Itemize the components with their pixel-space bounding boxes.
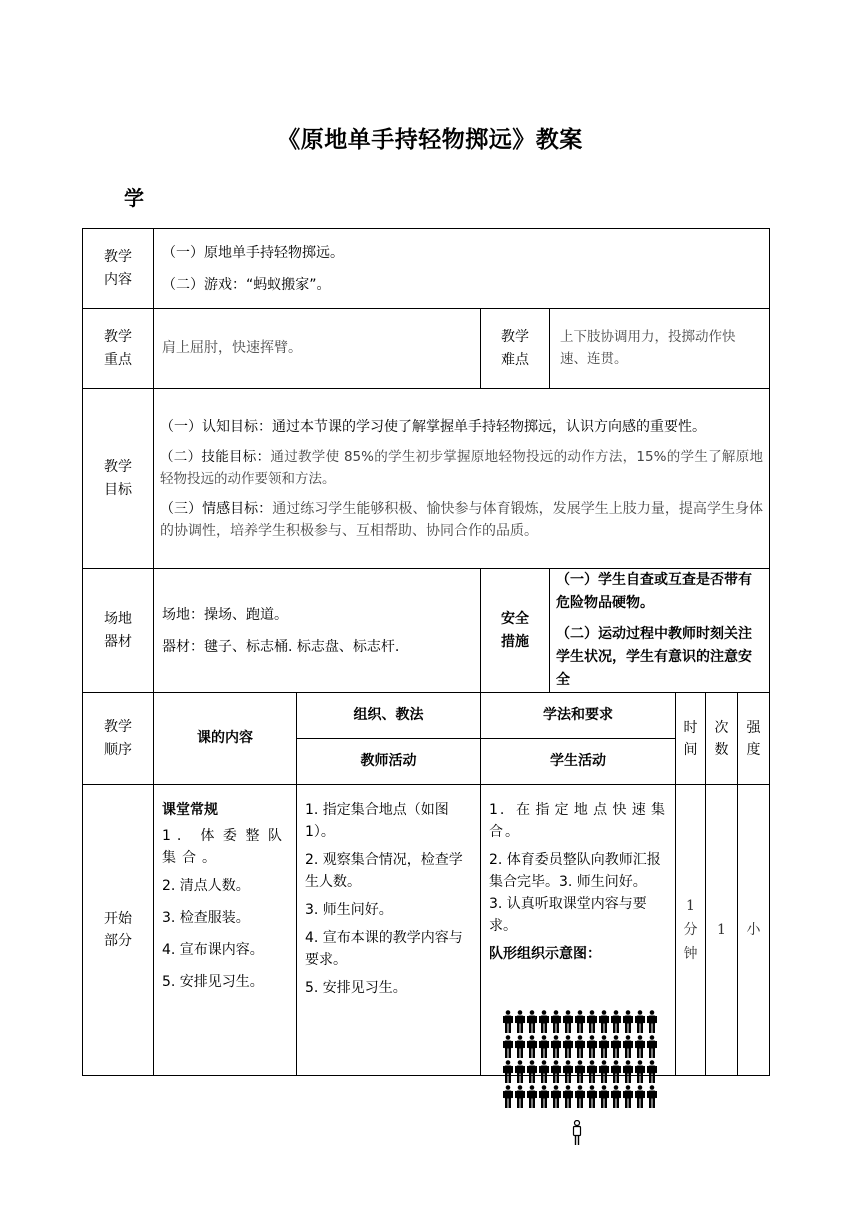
row-teaching-goals <box>83 389 770 569</box>
student-figure-icon <box>551 1010 561 1034</box>
header-student-activity: 学生活动 <box>481 739 676 785</box>
formation-row <box>503 1060 657 1084</box>
goal-skill: （二）技能目标：通过教学使 85%的学生初步掌握原地轻物投远的动作方法，15%的学生了解原地轻物投远的动作要领和方法。 <box>160 448 764 487</box>
document-title: 《原地单手持轻物掷远》教案 <box>277 127 583 153</box>
student-figure-icon <box>563 1060 573 1084</box>
teacher-item-4: 4. 宣布本课的教学内容与要求。 <box>305 930 463 968</box>
student-figure-icon <box>539 1060 549 1084</box>
student-figure-icon <box>611 1060 621 1084</box>
safety-cell <box>550 569 770 693</box>
student-figure-icon <box>515 1085 525 1109</box>
student-figure-icon <box>503 1035 513 1059</box>
student-figure-icon <box>587 1010 597 1034</box>
start-content-item-3: 3. 检查服装。 <box>162 910 250 926</box>
teacher-item-3: 3. 师生问好。 <box>305 902 393 918</box>
venue-equipment: 器材：毽子、标志桶. 标志盘、标志杆. <box>162 638 400 655</box>
student-figure-icon <box>647 1010 657 1034</box>
student-figure-icon <box>599 1010 609 1034</box>
section-subheading: 学 <box>124 186 144 210</box>
student-figure-icon <box>503 1085 513 1109</box>
student-figure-icon <box>503 1010 513 1034</box>
student-figure-icon <box>623 1085 633 1109</box>
student-figure-icon <box>611 1010 621 1034</box>
difficulty-text: 上下肢协调用力，投掷动作快速、连贯。 <box>550 309 770 389</box>
start-content-item-5: 5. 安排见习生。 <box>162 974 264 990</box>
label-safety: 安全 措施 <box>481 569 550 693</box>
safety-item-2: （二）运动过程中教师时刻关注学生状况，学生有意识的注意安全 <box>556 626 752 688</box>
student-figure-icon <box>575 1035 585 1059</box>
student-figure-icon <box>515 1010 525 1034</box>
lesson-plan-table <box>82 228 770 1076</box>
student-figure-icon <box>551 1035 561 1059</box>
start-teacher-cell <box>297 785 481 1076</box>
student-figure-icon <box>587 1035 597 1059</box>
student-figure-icon <box>623 1035 633 1059</box>
teacher-item-5: 5. 安排见习生。 <box>305 980 407 996</box>
student-figure-icon <box>635 1010 645 1034</box>
content-line-1: （一）原地单手持轻物掷远。 <box>162 244 344 261</box>
row-venue-safety <box>83 569 770 693</box>
student-figure-icon <box>539 1010 549 1034</box>
student-figure-icon <box>623 1010 633 1034</box>
content-line-2: （二）游戏：“蚂蚁搬家”。 <box>162 276 331 293</box>
header-count: 次 数 <box>706 693 738 785</box>
start-intensity-cell: 小 <box>738 785 770 1076</box>
goals-cell <box>154 389 770 569</box>
label-order: 教学 顺序 <box>83 693 154 785</box>
header-lesson-content: 课的内容 <box>154 693 297 785</box>
student-figure-icon <box>539 1085 549 1109</box>
student-figure-icon <box>575 1085 585 1109</box>
header-method: 学法和要求 <box>481 693 676 739</box>
teaching-content-cell <box>154 229 770 309</box>
teacher-figure-icon <box>571 1120 583 1150</box>
student-figure-icon <box>647 1060 657 1084</box>
student-figure-icon <box>587 1085 597 1109</box>
label-venue: 场地 器材 <box>83 569 154 693</box>
start-content-title: 课堂常规 <box>162 802 218 818</box>
safety-item-1: （一）学生自查或互查是否带有危险物品硬物。 <box>556 572 752 611</box>
student-figure-icon <box>527 1060 537 1084</box>
label-start-part: 开始 部分 <box>83 785 154 1076</box>
student-item-3: 3. 认真听取课堂内容与要求。 <box>489 896 647 934</box>
student-figure-icon <box>635 1060 645 1084</box>
label-difficulty: 教学 难点 <box>481 309 550 389</box>
start-content-cell <box>154 785 297 1076</box>
student-figure-icon <box>575 1060 585 1084</box>
student-figure-icon <box>527 1085 537 1109</box>
student-figure-icon <box>503 1060 513 1084</box>
formation-row <box>503 1010 657 1034</box>
label-teaching-content: 教学 内容 <box>83 229 154 309</box>
row-key-points <box>83 309 770 389</box>
student-figure-icon <box>515 1035 525 1059</box>
student-figure-icon <box>635 1085 645 1109</box>
student-figure-icon <box>527 1035 537 1059</box>
row-order-header-1 <box>83 693 770 739</box>
teacher-item-1: 1. 指定集合地点（如图1）。 <box>305 802 449 840</box>
student-item-1: 1. 在指定地点快速集合。 <box>489 802 667 840</box>
student-figure-icon <box>611 1085 621 1109</box>
student-figure-icon <box>515 1060 525 1084</box>
student-figure-icon <box>599 1035 609 1059</box>
student-figure-icon <box>599 1060 609 1084</box>
header-organization: 组织、教法 <box>297 693 481 739</box>
student-item-2: 2. 体育委员整队向教师汇报集合完毕。3. 师生问好。 <box>489 852 661 890</box>
start-content-item-4: 4. 宣布课内容。 <box>162 942 264 958</box>
student-figure-icon <box>527 1010 537 1034</box>
formation-row <box>503 1035 657 1059</box>
student-figure-icon <box>563 1035 573 1059</box>
start-time-cell: 1 分 钟 <box>676 785 706 1076</box>
student-figure-icon <box>575 1010 585 1034</box>
student-figure-icon <box>623 1060 633 1084</box>
venue-site: 场地：操场、跑道。 <box>162 606 288 623</box>
student-figure-icon <box>611 1035 621 1059</box>
row-teaching-content <box>83 229 770 309</box>
label-key-point: 教学 重点 <box>83 309 154 389</box>
student-figure-icon <box>563 1010 573 1034</box>
formation-title: 队形组织示意图： <box>489 946 601 962</box>
goal-emotion: （三）情感目标：通过练习学生能够积极、愉快参与体育锻炼，发展学生上肢力量，提高学生身体的协调性，培养学生积极参与、互相帮助、协同合作的品质。 <box>160 500 764 539</box>
student-figure-icon <box>647 1085 657 1109</box>
student-figure-icon <box>551 1060 561 1084</box>
start-content-item-1: 1. 体委整队集合。 <box>162 828 288 866</box>
formation-diagram <box>503 1010 657 1110</box>
formation-row <box>503 1085 657 1109</box>
goal-cognitive: （一）认知目标：通过本节课的学习使了解掌握单手持轻物掷远，认识方向感的重要性。 <box>160 418 706 435</box>
student-figure-icon <box>599 1085 609 1109</box>
header-time: 时 间 <box>676 693 706 785</box>
student-figure-icon <box>563 1085 573 1109</box>
teacher-item-2: 2. 观察集合情况，检查学生人数。 <box>305 852 463 890</box>
student-figure-icon <box>539 1035 549 1059</box>
label-goals: 教学 目标 <box>83 389 154 569</box>
header-intensity: 强 度 <box>738 693 770 785</box>
row-start-part <box>83 785 770 1076</box>
start-count-cell: 1 <box>706 785 738 1076</box>
start-content-item-2: 2. 清点人数。 <box>162 878 250 894</box>
student-figure-icon <box>551 1085 561 1109</box>
student-figure-icon <box>635 1035 645 1059</box>
header-teacher-activity: 教师活动 <box>297 739 481 785</box>
student-figure-icon <box>587 1060 597 1084</box>
student-figure-icon <box>647 1035 657 1059</box>
key-point-text: 肩上屈肘，快速挥臂。 <box>154 309 481 389</box>
venue-cell <box>154 569 481 693</box>
